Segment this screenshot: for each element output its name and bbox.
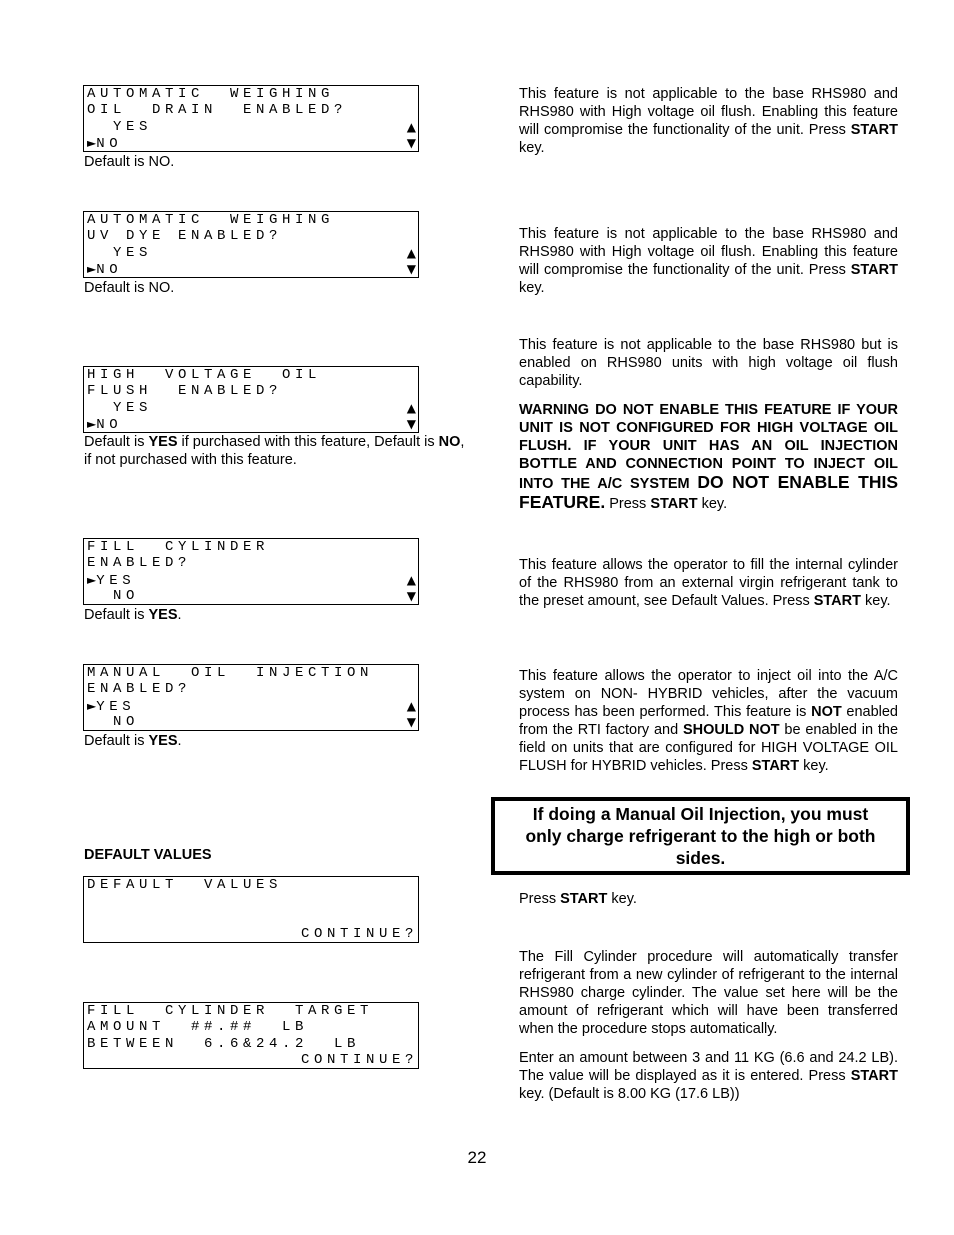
lcd-line: MANUAL OIL INJECTION bbox=[87, 665, 374, 681]
lcd-automatic-weighing-oil-drain bbox=[83, 85, 419, 152]
option-no: NO bbox=[96, 135, 123, 152]
description: The Fill Cylinder procedure will automatically transfer refrigerant from a new cylinder of refrigerant to the internal RHS980 charge cylinder. The value set here will be the amount of refrigerant which will have been transferred when the procedure stops automatically. Enter an amount between 3 and 11 KG (6.6 and 24.2 LB). The value will be displayed as it is entered. Press START key. (Default is 8.00 KG (17.6 LB)) bbox=[519, 949, 898, 1102]
pointer-icon: ► bbox=[87, 261, 97, 276]
manual-oil-injection-callout: If doing a Manual Oil Injection, you must only charge refrigerant to the high or both sides. bbox=[491, 797, 910, 875]
option-yes: YES bbox=[113, 399, 153, 416]
option-yes: YES bbox=[113, 244, 153, 261]
lcd-line: AUTOMATIC WEIGHING bbox=[87, 86, 335, 102]
default-note: Default is YES. bbox=[84, 607, 182, 623]
lcd-line: ENABLED? bbox=[87, 681, 192, 698]
arrow-down-icon: ▼ bbox=[406, 261, 416, 276]
section-heading: DEFAULT VALUES bbox=[84, 847, 212, 863]
lcd-line: HIGH VOLTAGE OIL bbox=[87, 367, 322, 383]
description: This feature allows the operator to fill the internal cylinder of the RHS980 from an external virgin refrigerant tank to the preset amount, see Default Values. Press START key. bbox=[519, 557, 898, 609]
arrow-down-icon: ▼ bbox=[406, 416, 416, 431]
pointer-icon: ► bbox=[87, 416, 97, 431]
option-no: NO bbox=[96, 416, 123, 433]
lcd-continue: CONTINUE? bbox=[300, 925, 418, 942]
default-note: Default is YES. bbox=[84, 733, 182, 749]
lcd-fill-cylinder-enabled bbox=[83, 538, 419, 605]
lcd-fill-cylinder-target bbox=[83, 1002, 419, 1069]
arrow-up-icon: ▲ bbox=[406, 119, 416, 134]
description: This feature allows the operator to inject oil into the A/C system on NON- HYBRID vehicles, after the vacuum process has been performed. This feature is NOT enabled from the RTI factory and SHOULD NOT be enabled in the field on units that are configured for HIGH VOLTAGE OIL FLUSH for HYBRID vehicles. Press START key. bbox=[519, 668, 899, 774]
description: This feature is not applicable to the base RHS980 and RHS980 with High voltage oil flush. Enabling this feature will compromise the functionality of the unit. Press START key. bbox=[519, 226, 898, 296]
description: This feature is not applicable to the base RHS980 but is enabled on RHS980 units with high voltage oil flush capability. WARNING DO NOT ENABLE THIS FEATURE IF YOUR UNIT IS NOT CONFIGURED FOR HIGH VOLTAGE OIL FLUSH. IF YOUR UNIT HAS AN OIL INJECTION BOTTLE AND CONNECTION POINT TO INJECT OIL INTO THE A/C SYSTEM DO NOT ENABLE THIS FEATURE. Press START key. bbox=[519, 337, 898, 512]
pointer-icon: ► bbox=[87, 572, 97, 587]
lcd-default-values bbox=[83, 876, 419, 943]
default-note: Default is NO. bbox=[84, 280, 175, 296]
option-yes: YES bbox=[113, 118, 153, 135]
lcd-high-voltage-oil-flush bbox=[83, 366, 419, 433]
default-note: Default is NO. bbox=[84, 154, 175, 170]
lcd-line: AMOUNT ##.## LB bbox=[87, 1019, 309, 1036]
lcd-line: OIL DRAIN ENABLED? bbox=[87, 102, 348, 119]
description: Press START key. bbox=[519, 891, 637, 907]
lcd-line: AUTOMATIC WEIGHING bbox=[87, 212, 335, 228]
page-number: 22 bbox=[467, 1148, 487, 1167]
arrow-up-icon: ▲ bbox=[406, 698, 416, 713]
arrow-down-icon: ▼ bbox=[406, 714, 416, 729]
pointer-icon: ► bbox=[87, 698, 97, 713]
option-yes: YES bbox=[96, 698, 136, 715]
lcd-manual-oil-injection bbox=[83, 664, 419, 731]
lcd-line: UV DYE ENABLED? bbox=[87, 228, 283, 245]
warning-text: WARNING DO NOT ENABLE THIS FEATURE IF YOUR UNIT IS NOT CONFIGURED FOR HIGH VOLTAGE OIL FLUSH. IF YOUR UNIT HAS AN OIL INJECTION BOTTLE AND CONNECTION POINT TO INJECT OIL INTO THE A/C SYSTEM bbox=[519, 402, 898, 492]
arrow-up-icon: ▲ bbox=[406, 572, 416, 587]
arrow-up-icon: ▲ bbox=[406, 400, 416, 415]
option-no: NO bbox=[96, 261, 123, 278]
option-no: NO bbox=[113, 713, 140, 730]
lcd-line: BETWEEN 6.6&24.2 LB bbox=[87, 1035, 361, 1052]
option-no: NO bbox=[113, 587, 140, 604]
lcd-line: DEFAULT VALUES bbox=[87, 877, 283, 893]
description: This feature is not applicable to the base RHS980 and RHS980 with High voltage oil flush. Enabling this feature will compromise the functionality of the unit. Press START key. bbox=[519, 86, 898, 156]
lcd-automatic-weighing-uv-dye bbox=[83, 211, 419, 278]
lcd-line: FLUSH ENABLED? bbox=[87, 383, 283, 400]
pointer-icon: ► bbox=[87, 135, 97, 150]
default-note: Default is YES if purchased with this feature, Default is NO, if not purchased with this feature. bbox=[84, 434, 465, 468]
arrow-up-icon: ▲ bbox=[406, 245, 416, 260]
lcd-continue: CONTINUE? bbox=[300, 1051, 418, 1068]
lcd-line: FILL CYLINDER TARGET bbox=[87, 1003, 374, 1019]
option-yes: YES bbox=[96, 572, 136, 589]
arrow-down-icon: ▼ bbox=[406, 588, 416, 603]
arrow-down-icon: ▼ bbox=[406, 135, 416, 150]
lcd-line: ENABLED? bbox=[87, 555, 192, 572]
lcd-line: FILL CYLINDER bbox=[87, 539, 270, 555]
